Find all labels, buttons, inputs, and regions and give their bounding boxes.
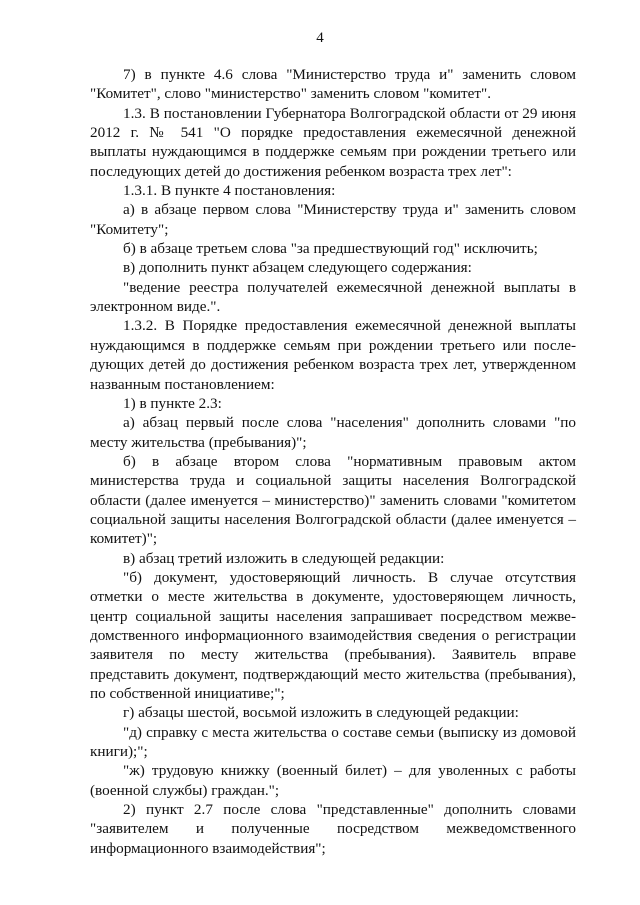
page-number: 4	[316, 30, 324, 46]
paragraph-item-7: 7) в пункте 4.6 слова "Министерство труда и" заменить словом "Комитет", слово "министерство" заменить словом "комитет".	[90, 66, 576, 103]
paragraph-item-1-v: в) абзац третий изложить в следующей редакции:	[123, 549, 445, 567]
paragraph-item-1-b: б) в абзаце втором слова "нормативным правовым актом министерства труда и социальной защиты населения Волгоградской области (далее именуется – министерство)" заменить словами "комитетом социальной защиты населения Волгоградской области (далее именуется – комитет)";	[90, 452, 576, 548]
paragraph-1-3-1: 1.3.1. В пункте 4 постановления:	[123, 182, 336, 200]
paragraph-item-1: 1) в пункте 2.3:	[123, 394, 222, 412]
document-body	[90, 65, 576, 858]
paragraph-quote-certificate: "д) справку с места жительства о составе семьи (выписку из домовой книги);";	[90, 723, 576, 761]
paragraph-1-3: 1.3. В постановлении Губернатора Волгоградской области от 29 июня 2012 г. № 541 "О порядке предоставления ежемесячной денежной выплаты нуждающимся в поддержке семьям при рождении третьего или последующих детей до достижения ребенком возраста трех лет":	[90, 104, 576, 180]
paragraph-item-2: 2) пункт 2.7 после слова "представленные" дополнить словами "заявителем и полученные посредством межведомственного информационного взаимодействия";	[90, 801, 576, 857]
paragraph-quote-registry: "ведение реестра получателей ежемесячной денежной выплаты в электронном виде.".	[90, 278, 576, 316]
paragraph-1-3-1-b: б) в абзаце третьем слова "за предшествующий год" исключить;	[123, 240, 538, 258]
paragraph-quote-document: "б) документ, удостоверяющий личность. В случае отсутствия отметки о месте жительства в документе, удостоверяющем личность, центр социальной защиты населения запрашивает посредством межведомственного информационного взаимодействия сведения о регистрации заявителя по месту жительства (пребывания). Заявитель вправе представить документ, подтверждающий место жительства (пребывания), по собственной инициативе;";	[90, 568, 576, 702]
paragraph-item-1-a: а) абзац первый после слова "населения" дополнить словами "по месту жительства (пребывания)";	[90, 414, 576, 451]
paragraph-item-1-g: г) абзацы шестой, восьмой изложить в следующей редакции:	[123, 704, 519, 722]
paragraph-1-3-2: 1.3.2. В Порядке предоставления ежемесячной денежной выплаты нуждающимся в поддержке семьям при рождении третьего или последующих детей до достижения ребенком возраста трех лет, утвержденном названным постановлением:	[90, 317, 576, 393]
paragraph-1-3-1-v: в) дополнить пункт абзацем следующего содержания:	[123, 259, 472, 277]
paragraph-1-3-1-a: а) в абзаце первом слова "Министерству труда и" заменить словом "Комитету";	[90, 201, 576, 238]
paragraph-quote-workbook: "ж) трудовую книжку (военный билет) – для уволенных с работы (военной службы) граждан.";	[90, 762, 576, 799]
